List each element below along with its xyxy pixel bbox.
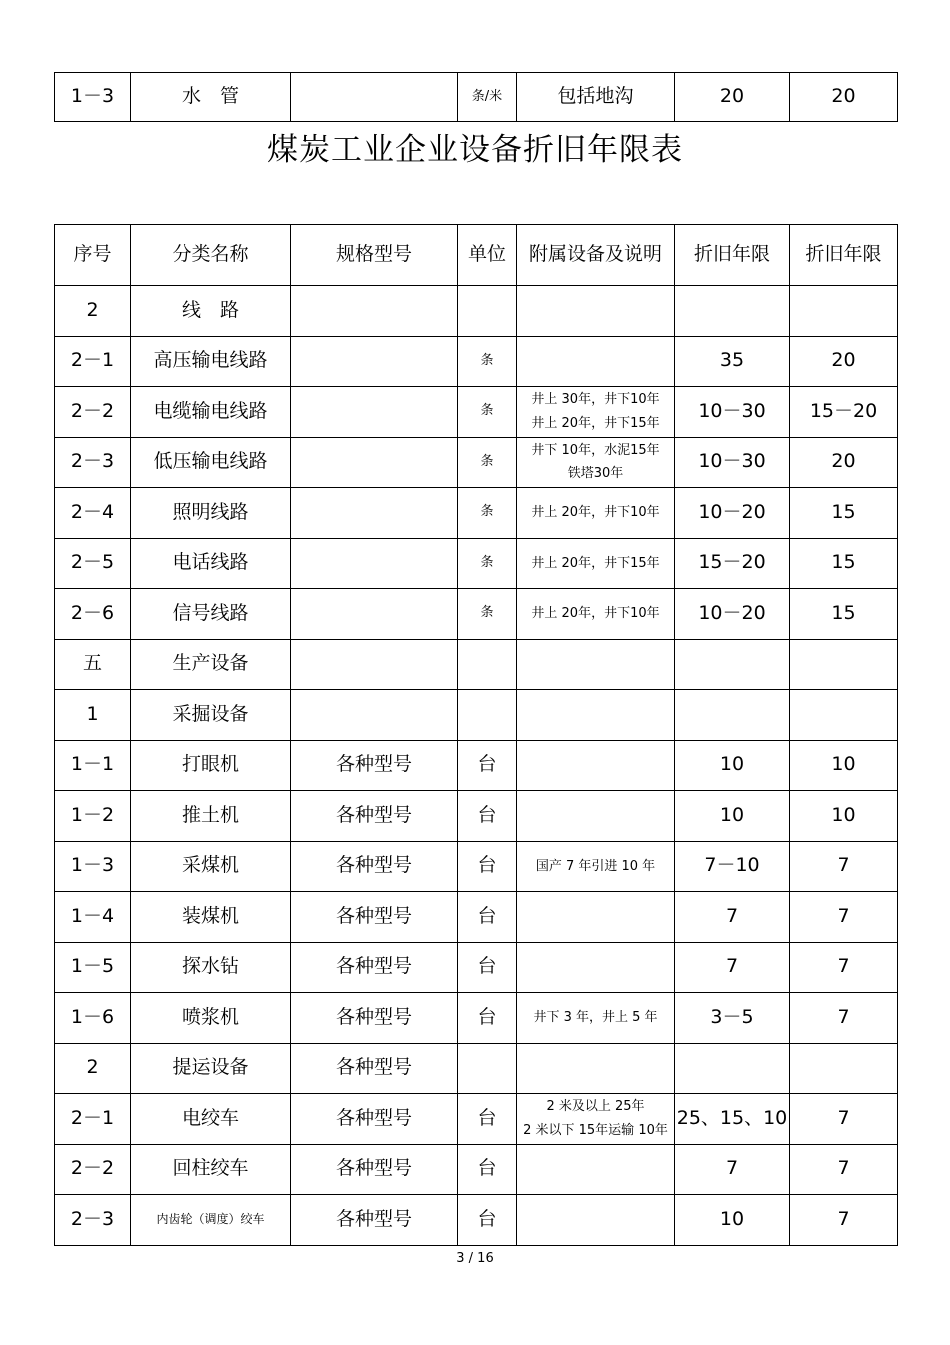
years-cell: 20 — [790, 336, 898, 387]
page-title: 煤炭工业企业设备折旧年限表 — [267, 132, 683, 168]
name-cell: 喷浆机 — [131, 993, 291, 1044]
note-cell — [517, 286, 675, 337]
table-row — [55, 841, 898, 892]
unit-cell — [458, 690, 517, 741]
years-cell — [790, 1043, 898, 1094]
unit-cell: 台 — [458, 1195, 517, 1246]
header-note: 附属设备及说明 — [517, 225, 675, 286]
name-cell: 回柱绞车 — [131, 1144, 291, 1195]
years-cell: 10－30 — [675, 387, 790, 438]
name-cell: 生产设备 — [131, 639, 291, 690]
table-row — [55, 942, 898, 993]
years-cell: 7 — [790, 1094, 898, 1145]
note-cell — [517, 1043, 675, 1094]
table-row — [55, 1144, 898, 1195]
table-row — [55, 1195, 898, 1246]
years-cell — [790, 286, 898, 337]
header-name: 分类名称 — [131, 225, 291, 286]
name-cell: 探水钻 — [131, 942, 291, 993]
years-cell: 7 — [675, 1144, 790, 1195]
table-row — [55, 73, 898, 122]
note-cell — [517, 892, 675, 943]
years-cell: 10 — [790, 791, 898, 842]
note-line: 2 米以下 15年运输 10年 — [523, 1122, 668, 1138]
spec-cell: 各种型号 — [291, 942, 458, 993]
header-seq: 序号 — [55, 225, 131, 286]
note-line: 井上 30年，井下10年 — [531, 392, 660, 408]
unit-cell — [458, 286, 517, 337]
unit-cell: 条 — [458, 387, 517, 438]
unit-cell: 台 — [458, 841, 517, 892]
spec-cell: 各种型号 — [291, 791, 458, 842]
table-row — [55, 892, 898, 943]
page-number: 3 / 16 — [456, 1251, 494, 1266]
note-cell — [517, 1195, 675, 1246]
years-cell: 15－20 — [790, 387, 898, 438]
table-row — [55, 387, 898, 438]
years-cell: 7 — [790, 1144, 898, 1195]
note-line: 铁塔30年 — [567, 466, 624, 482]
years-cell: 15 — [790, 589, 898, 640]
name-cell: 提运设备 — [131, 1043, 291, 1094]
note-cell — [517, 488, 675, 539]
years-cell: 7 — [675, 892, 790, 943]
unit-cell: 条/米 — [458, 73, 517, 122]
name-cell: 电话线路 — [131, 538, 291, 589]
seq-cell: 1－3 — [55, 841, 131, 892]
years-cell: 10 — [675, 740, 790, 791]
unit-cell: 台 — [458, 942, 517, 993]
depreciation-table — [54, 224, 898, 1246]
years-cell: 20 — [790, 73, 898, 122]
unit-cell: 台 — [458, 791, 517, 842]
name-cell: 推土机 — [131, 791, 291, 842]
note-line: 井上 20年，井下15年 — [531, 555, 660, 571]
name-cell: 低压输电线路 — [131, 437, 291, 488]
years-cell — [790, 639, 898, 690]
spec-cell — [291, 437, 458, 488]
table-row — [55, 1043, 898, 1094]
spec-cell: 各种型号 — [291, 740, 458, 791]
note-cell — [517, 690, 675, 741]
note-cell — [517, 993, 675, 1044]
spec-cell: 各种型号 — [291, 892, 458, 943]
years-cell: 7 — [790, 892, 898, 943]
years-cell — [790, 690, 898, 741]
unit-cell: 台 — [458, 892, 517, 943]
table-row — [55, 437, 898, 488]
table-row — [55, 286, 898, 337]
seq-cell: 1 — [55, 690, 131, 741]
spec-cell: 各种型号 — [291, 1144, 458, 1195]
years-cell: 10 — [790, 740, 898, 791]
name-cell: 内齿轮（调度）绞车 — [131, 1195, 291, 1246]
name-cell: 照明线路 — [131, 488, 291, 539]
note-cell — [517, 437, 675, 488]
years-cell: 10－30 — [675, 437, 790, 488]
header-unit: 单位 — [458, 225, 517, 286]
spec-cell: 各种型号 — [291, 1195, 458, 1246]
note-cell — [517, 1094, 675, 1145]
table-header-row — [55, 225, 898, 286]
note-line: 国产 7 年引进 10 年 — [535, 858, 656, 874]
name-cell: 装煤机 — [131, 892, 291, 943]
spec-cell: 各种型号 — [291, 841, 458, 892]
name-cell: 打眼机 — [131, 740, 291, 791]
table-row — [55, 791, 898, 842]
years-cell: 7 — [790, 993, 898, 1044]
unit-cell: 条 — [458, 437, 517, 488]
spec-cell: 各种型号 — [291, 1094, 458, 1145]
spec-cell — [291, 336, 458, 387]
years-cell: 35 — [675, 336, 790, 387]
note-line: 2 米及以上 25年 — [546, 1099, 645, 1115]
spec-cell: 各种型号 — [291, 1043, 458, 1094]
note-cell — [517, 1144, 675, 1195]
note-cell: 包括地沟 — [517, 73, 675, 122]
spec-cell — [291, 387, 458, 438]
name-cell: 电缆输电线路 — [131, 387, 291, 438]
table-row — [55, 589, 898, 640]
years-cell — [675, 286, 790, 337]
note-cell — [517, 791, 675, 842]
table-row — [55, 690, 898, 741]
years-cell: 10－20 — [675, 589, 790, 640]
years-cell: 7－10 — [675, 841, 790, 892]
name-cell: 线 路 — [131, 286, 291, 337]
years-cell: 7 — [790, 1195, 898, 1246]
unit-cell — [458, 639, 517, 690]
name-cell: 信号线路 — [131, 589, 291, 640]
table-row — [55, 488, 898, 539]
seq-cell: 2－2 — [55, 1144, 131, 1195]
years-cell: 3－5 — [675, 993, 790, 1044]
years-cell — [675, 1043, 790, 1094]
unit-cell: 台 — [458, 740, 517, 791]
spec-cell — [291, 639, 458, 690]
note-cell — [517, 639, 675, 690]
years-cell: 20 — [675, 73, 790, 122]
unit-cell: 条 — [458, 589, 517, 640]
seq-cell: 1－5 — [55, 942, 131, 993]
years-cell: 7 — [790, 841, 898, 892]
seq-cell: 2－6 — [55, 589, 131, 640]
spec-cell — [291, 538, 458, 589]
header-spec: 规格型号 — [291, 225, 458, 286]
table-row — [55, 538, 898, 589]
table-row — [55, 1094, 898, 1145]
seq-cell: 1－3 — [55, 73, 131, 122]
years-cell: 7 — [675, 942, 790, 993]
seq-cell: 1－1 — [55, 740, 131, 791]
name-cell: 电绞车 — [131, 1094, 291, 1145]
spec-cell: 各种型号 — [291, 993, 458, 1044]
seq-cell: 2－5 — [55, 538, 131, 589]
header-years: 折旧年限 — [790, 225, 898, 286]
seq-cell: 2－3 — [55, 1195, 131, 1246]
name-cell: 采掘设备 — [131, 690, 291, 741]
seq-cell: 2－3 — [55, 437, 131, 488]
header-years: 折旧年限 — [675, 225, 790, 286]
seq-cell: 2－1 — [55, 336, 131, 387]
table-row — [55, 740, 898, 791]
years-cell: 10 — [675, 791, 790, 842]
years-cell — [675, 690, 790, 741]
seq-cell: 2 — [55, 1043, 131, 1094]
continued-table — [54, 72, 898, 122]
note-cell — [517, 387, 675, 438]
note-cell — [517, 942, 675, 993]
seq-cell: 2－2 — [55, 387, 131, 438]
years-cell: 20 — [790, 437, 898, 488]
seq-cell: 2－1 — [55, 1094, 131, 1145]
seq-cell: 1－6 — [55, 993, 131, 1044]
note-line: 井下 3 年，井上 5 年 — [533, 1010, 658, 1026]
spec-cell — [291, 690, 458, 741]
unit-cell: 台 — [458, 1144, 517, 1195]
note-line: 井上 20年，井下15年 — [531, 415, 660, 431]
seq-cell: 五 — [55, 639, 131, 690]
name-cell: 高压输电线路 — [131, 336, 291, 387]
table-row — [55, 639, 898, 690]
note-cell — [517, 538, 675, 589]
unit-cell: 条 — [458, 336, 517, 387]
seq-cell: 2－4 — [55, 488, 131, 539]
years-cell: 25、15、10 — [675, 1094, 790, 1145]
seq-cell: 2 — [55, 286, 131, 337]
years-cell: 10－20 — [675, 488, 790, 539]
name-cell: 水 管 — [131, 73, 291, 122]
spec-cell — [291, 589, 458, 640]
note-line: 井上 20年，井下10年 — [531, 505, 660, 521]
unit-cell: 条 — [458, 538, 517, 589]
seq-cell: 1－4 — [55, 892, 131, 943]
table-row — [55, 336, 898, 387]
note-cell — [517, 841, 675, 892]
unit-cell: 台 — [458, 993, 517, 1044]
years-cell: 15 — [790, 538, 898, 589]
table-row — [55, 993, 898, 1044]
unit-cell: 条 — [458, 488, 517, 539]
note-line: 井上 20年，井下10年 — [531, 606, 660, 622]
years-cell: 15－20 — [675, 538, 790, 589]
years-cell: 10 — [675, 1195, 790, 1246]
unit-cell — [458, 1043, 517, 1094]
spec-cell — [291, 73, 458, 122]
spec-cell — [291, 286, 458, 337]
unit-cell: 台 — [458, 1094, 517, 1145]
years-cell — [675, 639, 790, 690]
spec-cell — [291, 488, 458, 539]
note-cell — [517, 740, 675, 791]
note-line: 井下 10年，水泥15年 — [531, 442, 660, 458]
seq-cell: 1－2 — [55, 791, 131, 842]
note-cell — [517, 589, 675, 640]
name-cell: 采煤机 — [131, 841, 291, 892]
years-cell: 15 — [790, 488, 898, 539]
years-cell: 7 — [790, 942, 898, 993]
note-cell — [517, 336, 675, 387]
